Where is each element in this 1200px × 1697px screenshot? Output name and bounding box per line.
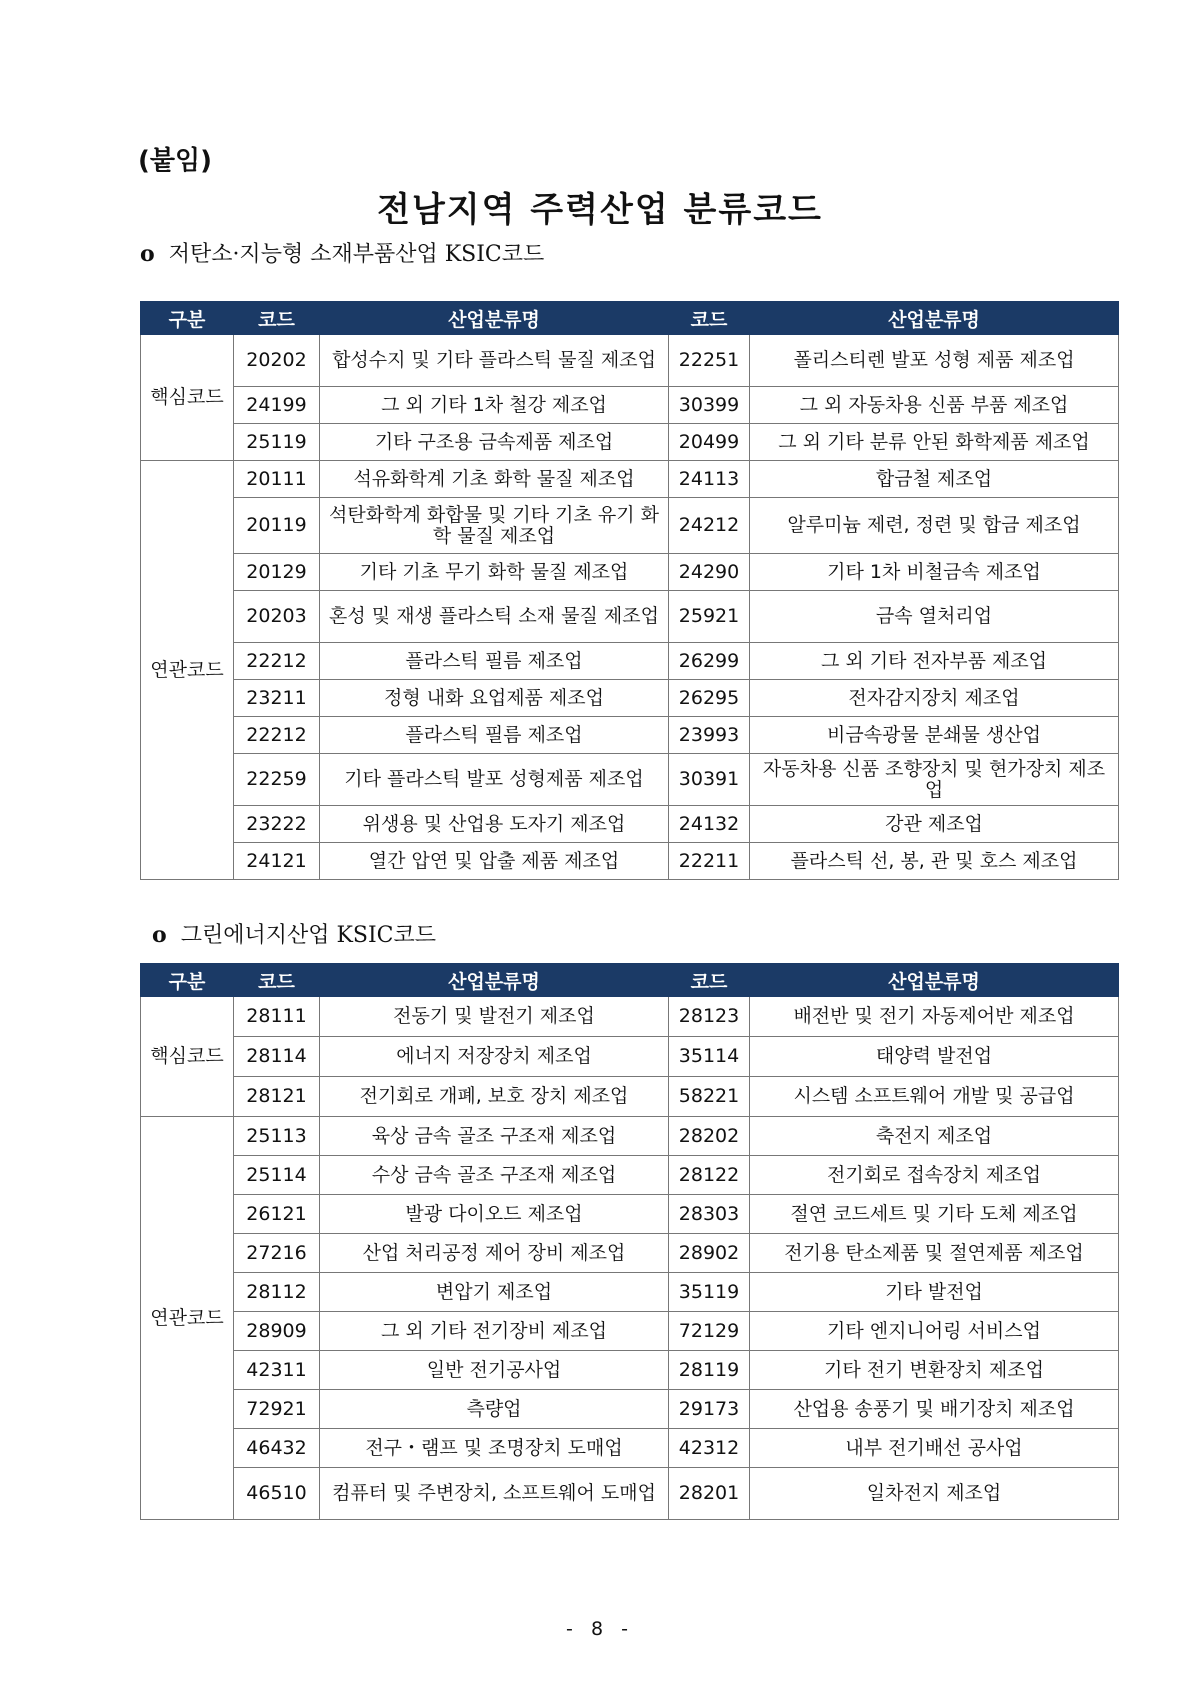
name-cell: 그 외 자동차용 신품 부품 제조업 — [750, 387, 1119, 424]
header-code: 코드 — [234, 302, 320, 335]
table-header-row — [141, 964, 1119, 997]
section-heading-text: 그린에너지산업 KSIC코드 — [180, 923, 436, 948]
table-row — [141, 1156, 1119, 1195]
bullet: o — [140, 241, 155, 267]
code-cell: 72129 — [669, 1312, 750, 1351]
name-cell: 알루미늄 제련, 정련 및 합금 제조업 — [750, 498, 1119, 554]
table-row — [141, 387, 1119, 424]
code-cell: 20111 — [234, 461, 320, 498]
code-cell: 46510 — [234, 1468, 320, 1520]
code-cell: 25921 — [669, 591, 750, 643]
category-cell: 핵심코드 — [141, 997, 234, 1117]
attachment-label: (붙임) — [138, 146, 212, 176]
bullet: o — [152, 922, 167, 948]
table-row — [141, 754, 1119, 806]
table-row — [141, 461, 1119, 498]
name-cell: 정형 내화 요업제품 제조업 — [320, 680, 669, 717]
table-row — [141, 1195, 1119, 1234]
table-row — [141, 843, 1119, 880]
code-cell: 23993 — [669, 717, 750, 754]
name-cell: 그 외 기타 1차 철강 제조업 — [320, 387, 669, 424]
section-heading-text: 저탄소·지능형 소재부품산업 KSIC코드 — [168, 242, 545, 267]
code-cell: 35119 — [669, 1273, 750, 1312]
name-cell: 배전반 및 전기 자동제어반 제조업 — [750, 997, 1119, 1037]
table-row — [141, 1351, 1119, 1390]
header-name: 산업분류명 — [320, 302, 669, 335]
code-cell: 20203 — [234, 591, 320, 643]
name-cell: 폴리스티렌 발포 성형 제품 제조업 — [750, 335, 1119, 387]
name-cell: 전자감지장치 제조업 — [750, 680, 1119, 717]
code-cell: 46432 — [234, 1429, 320, 1468]
code-cell: 24212 — [669, 498, 750, 554]
table-row — [141, 498, 1119, 554]
ksic-table-green-energy — [140, 963, 1119, 1520]
code-cell: 30391 — [669, 754, 750, 806]
code-cell: 27216 — [234, 1234, 320, 1273]
code-cell: 25114 — [234, 1156, 320, 1195]
name-cell: 그 외 기타 전기장비 제조업 — [320, 1312, 669, 1351]
table-row — [141, 335, 1119, 387]
name-cell: 혼성 및 재생 플라스틱 소재 물질 제조업 — [320, 591, 669, 643]
table-row — [141, 1273, 1119, 1312]
name-cell: 전구・램프 및 조명장치 도매업 — [320, 1429, 669, 1468]
table-row — [141, 591, 1119, 643]
name-cell: 변압기 제조업 — [320, 1273, 669, 1312]
code-cell: 42311 — [234, 1351, 320, 1390]
name-cell: 전동기 및 발전기 제조업 — [320, 997, 669, 1037]
name-cell: 기타 1차 비철금속 제조업 — [750, 554, 1119, 591]
code-cell: 22259 — [234, 754, 320, 806]
code-cell: 72921 — [234, 1390, 320, 1429]
name-cell: 석유화학계 기초 화학 물질 제조업 — [320, 461, 669, 498]
name-cell: 태양력 발전업 — [750, 1037, 1119, 1077]
name-cell: 플라스틱 필름 제조업 — [320, 717, 669, 754]
table-row — [141, 1234, 1119, 1273]
table-row — [141, 717, 1119, 754]
code-cell: 24132 — [669, 806, 750, 843]
category-cell: 핵심코드 — [141, 335, 234, 461]
code-cell: 28201 — [669, 1468, 750, 1520]
name-cell: 강관 제조업 — [750, 806, 1119, 843]
code-cell: 29173 — [669, 1390, 750, 1429]
category-cell: 연관코드 — [141, 1117, 234, 1520]
code-cell: 23222 — [234, 806, 320, 843]
code-cell: 28909 — [234, 1312, 320, 1351]
code-cell: 28122 — [669, 1156, 750, 1195]
name-cell: 축전지 제조업 — [750, 1117, 1119, 1156]
category-cell: 연관코드 — [141, 461, 234, 880]
code-cell: 28902 — [669, 1234, 750, 1273]
name-cell: 산업용 송풍기 및 배기장치 제조업 — [750, 1390, 1119, 1429]
code-cell: 30399 — [669, 387, 750, 424]
page-number: - 8 - — [566, 1618, 634, 1640]
name-cell: 석탄화학계 화합물 및 기타 기초 유기 화학 물질 제조업 — [320, 498, 669, 554]
name-cell: 일차전지 제조업 — [750, 1468, 1119, 1520]
header-category: 구분 — [141, 302, 234, 335]
table-row — [141, 997, 1119, 1037]
table-row — [141, 680, 1119, 717]
name-cell: 합성수지 및 기타 플라스틱 물질 제조업 — [320, 335, 669, 387]
table-row — [141, 1390, 1119, 1429]
name-cell: 전기용 탄소제품 및 절연제품 제조업 — [750, 1234, 1119, 1273]
header-name: 산업분류명 — [750, 964, 1119, 997]
section-heading — [152, 918, 436, 949]
table-row — [141, 806, 1119, 843]
table-row — [141, 1077, 1119, 1117]
code-cell: 25119 — [234, 424, 320, 461]
code-cell: 23211 — [234, 680, 320, 717]
header-code: 코드 — [669, 964, 750, 997]
code-cell: 28111 — [234, 997, 320, 1037]
section-heading — [140, 237, 544, 268]
code-cell: 20499 — [669, 424, 750, 461]
code-cell: 22212 — [234, 717, 320, 754]
code-cell: 22251 — [669, 335, 750, 387]
header-code: 코드 — [669, 302, 750, 335]
code-cell: 26295 — [669, 680, 750, 717]
name-cell: 비금속광물 분쇄물 생산업 — [750, 717, 1119, 754]
name-cell: 기타 기초 무기 화학 물질 제조업 — [320, 554, 669, 591]
table-row — [141, 554, 1119, 591]
name-cell: 발광 다이오드 제조업 — [320, 1195, 669, 1234]
name-cell: 전기회로 개폐, 보호 장치 제조업 — [320, 1077, 669, 1117]
name-cell: 수상 금속 골조 구조재 제조업 — [320, 1156, 669, 1195]
code-cell: 28202 — [669, 1117, 750, 1156]
header-category: 구분 — [141, 964, 234, 997]
name-cell: 기타 전기 변환장치 제조업 — [750, 1351, 1119, 1390]
table-row — [141, 1429, 1119, 1468]
ksic-table-materials — [140, 301, 1119, 880]
name-cell: 위생용 및 산업용 도자기 제조업 — [320, 806, 669, 843]
name-cell: 합금철 제조업 — [750, 461, 1119, 498]
table-row — [141, 1037, 1119, 1077]
header-name: 산업분류명 — [750, 302, 1119, 335]
code-cell: 35114 — [669, 1037, 750, 1077]
code-cell: 25113 — [234, 1117, 320, 1156]
code-cell: 28123 — [669, 997, 750, 1037]
name-cell: 기타 구조용 금속제품 제조업 — [320, 424, 669, 461]
name-cell: 기타 엔지니어링 서비스업 — [750, 1312, 1119, 1351]
table-row — [141, 1468, 1119, 1520]
header-code: 코드 — [234, 964, 320, 997]
code-cell: 24290 — [669, 554, 750, 591]
code-cell: 24199 — [234, 387, 320, 424]
code-cell: 28121 — [234, 1077, 320, 1117]
name-cell: 측량업 — [320, 1390, 669, 1429]
table-row — [141, 643, 1119, 680]
code-cell: 42312 — [669, 1429, 750, 1468]
name-cell: 기타 플라스틱 발포 성형제품 제조업 — [320, 754, 669, 806]
name-cell: 일반 전기공사업 — [320, 1351, 669, 1390]
code-cell: 20129 — [234, 554, 320, 591]
code-cell: 22211 — [669, 843, 750, 880]
code-cell: 28112 — [234, 1273, 320, 1312]
name-cell: 절연 코드세트 및 기타 도체 제조업 — [750, 1195, 1119, 1234]
name-cell: 그 외 기타 전자부품 제조업 — [750, 643, 1119, 680]
code-cell: 20119 — [234, 498, 320, 554]
name-cell: 플라스틱 선, 봉, 관 및 호스 제조업 — [750, 843, 1119, 880]
header-name: 산업분류명 — [320, 964, 669, 997]
name-cell: 열간 압연 및 압출 제품 제조업 — [320, 843, 669, 880]
name-cell: 자동차용 신품 조향장치 및 현가장치 제조업 — [750, 754, 1119, 806]
name-cell: 내부 전기배선 공사업 — [750, 1429, 1119, 1468]
code-cell: 28119 — [669, 1351, 750, 1390]
name-cell: 시스템 소프트웨어 개발 및 공급업 — [750, 1077, 1119, 1117]
name-cell: 그 외 기타 분류 안된 화학제품 제조업 — [750, 424, 1119, 461]
name-cell: 육상 금속 골조 구조재 제조업 — [320, 1117, 669, 1156]
name-cell: 기타 발전업 — [750, 1273, 1119, 1312]
name-cell: 에너지 저장장치 제조업 — [320, 1037, 669, 1077]
code-cell: 28114 — [234, 1037, 320, 1077]
table-row — [141, 424, 1119, 461]
page-title: 전남지역 주력산업 분류코드 — [377, 190, 823, 230]
name-cell: 플라스틱 필름 제조업 — [320, 643, 669, 680]
code-cell: 26121 — [234, 1195, 320, 1234]
code-cell: 28303 — [669, 1195, 750, 1234]
name-cell: 전기회로 접속장치 제조업 — [750, 1156, 1119, 1195]
name-cell: 컴퓨터 및 주변장치, 소프트웨어 도매업 — [320, 1468, 669, 1520]
name-cell: 금속 열처리업 — [750, 591, 1119, 643]
code-cell: 24113 — [669, 461, 750, 498]
table-row — [141, 1117, 1119, 1156]
code-cell: 20202 — [234, 335, 320, 387]
name-cell: 산업 처리공정 제어 장비 제조업 — [320, 1234, 669, 1273]
code-cell: 24121 — [234, 843, 320, 880]
code-cell: 22212 — [234, 643, 320, 680]
table-row — [141, 1312, 1119, 1351]
code-cell: 58221 — [669, 1077, 750, 1117]
code-cell: 26299 — [669, 643, 750, 680]
table-header-row — [141, 302, 1119, 335]
